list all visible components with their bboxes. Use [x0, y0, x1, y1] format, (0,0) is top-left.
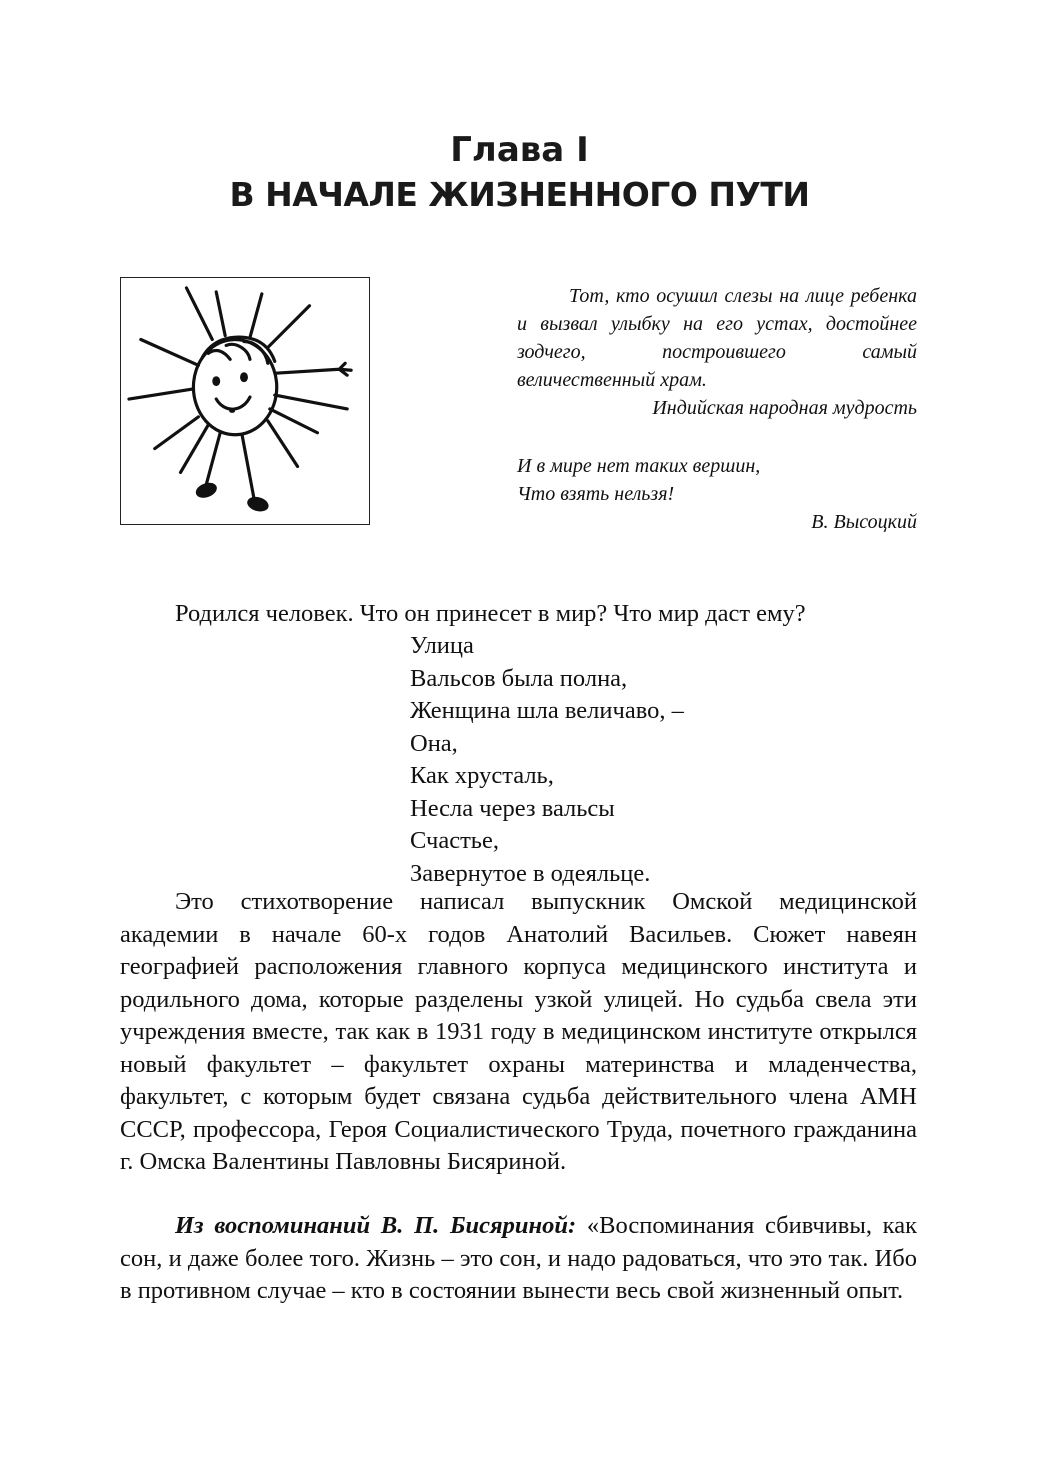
child-sun-drawing — [120, 277, 370, 525]
poem-line: Она, — [410, 729, 458, 757]
poem — [410, 630, 910, 890]
poem-line: Вальсов была полна, — [410, 664, 628, 692]
epigraph-indian-wisdom — [517, 282, 917, 422]
poem-line: Счастье, — [410, 827, 499, 854]
epigraph-line: Что взять нельзя! — [517, 483, 675, 505]
epigraph-attribution: В. Высоцкий — [811, 511, 917, 533]
sun-figure-icon — [121, 278, 369, 524]
paragraph-text: Это стихотворение написал выпускник Омской медицинской академии в начале 60-х годов Анатолий Васильев. Сюжет навеян географией расположения главного корпуса медицинского института и родильного дома, которые разделены узкой улицей. Но судьба свела эти учреждения вместе, так как в 1931 году в медицинском институте открылся новый факультет – факультет охраны материнства и младенчества, факультет, с которым будет связана судьба действительного члена АМН СССР, профессора, Героя Социалистического Труда, почетного гражданина г. Омска Валентины Павловны Бисяриной. — [120, 888, 917, 1175]
intro-sentence: Родился человек. Что он принесет в мир? Что мир даст ему? — [175, 600, 806, 627]
memoir-lead: Из воспоминаний В. П. Бисяриной: — [175, 1212, 577, 1239]
poem-line: Как хрусталь, — [410, 762, 554, 789]
epigraph-text: Тот, кто осушил слезы на лице ребенка и вызвал улыбку на его устах, достойнее зодчего, построившего самый величественный храм. — [517, 285, 917, 391]
memoir-text: «Воспоминания сбивчивы, как сон, и даже более того. Жизнь – это сон, и надо радоваться, что это так. Ибо в противном случае – кто в состоянии вынести весь свой жизненный опыт. — [120, 1212, 917, 1304]
chapter-number: Глава I — [450, 130, 589, 170]
epigraph-vysotsky — [517, 452, 917, 536]
poem-line: Завернутое в одеяльце. — [410, 859, 651, 887]
epigraph-attribution: Индийская народная мудрость — [652, 397, 917, 419]
epigraph-line: И в мире нет таких вершин, — [517, 455, 761, 477]
paragraph-poem-context — [120, 886, 917, 1179]
poem-line: Несла через вальсы — [410, 794, 615, 822]
poem-line: Женщина шла величаво, – — [410, 697, 684, 724]
paragraph-memoirs — [120, 1210, 917, 1308]
poem-line: Улица — [410, 632, 474, 659]
chapter-title: В НАЧАЛЕ ЖИЗНЕННОГО ПУТИ — [229, 175, 810, 214]
